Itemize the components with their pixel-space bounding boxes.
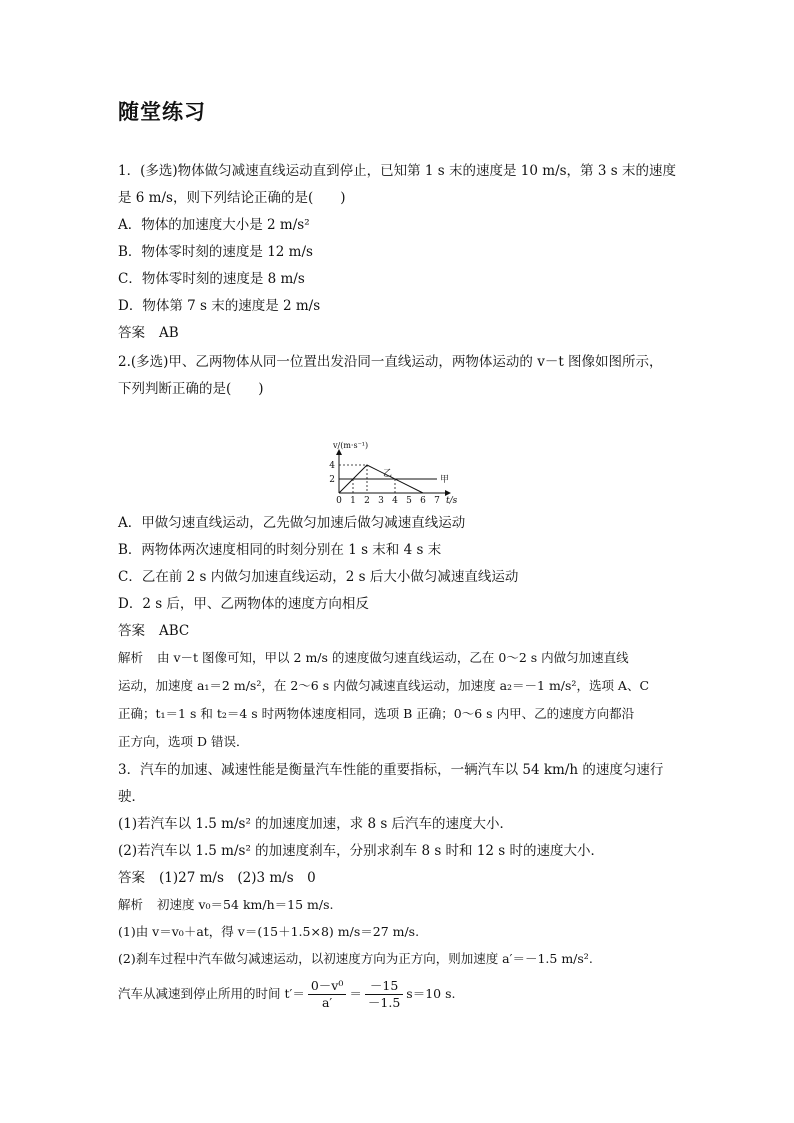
q1-option-a: A．物体的加速度大小是 2 m/s²: [118, 217, 310, 233]
q2-analysis-line2: 运动，加速度 a₁＝2 m/s²，在 2～6 s 内做匀减速直线运动，加速度 a₂＝－1 m/s²，选项 A、C: [118, 678, 650, 693]
vt-graph: [322, 404, 472, 508]
y-axis-label: v/(m·s⁻¹): [333, 441, 369, 450]
q1-stem-line1: 1．(多选)物体做匀减速直线运动直到停止，已知第 1 s 末的速度是 10 m/s，第 3 s 末的速度: [118, 163, 676, 179]
q3-answer-line: [118, 869, 316, 887]
fraction-1: [308, 978, 347, 1011]
fraction-1-numerator: 0－v⁰: [308, 978, 347, 995]
q3-analysis-text4-post: s＝10 s.: [406, 986, 456, 1001]
q3-analysis-text4-pre: 汽车从减速到停止所用的时间 t′＝: [118, 986, 305, 1001]
x-tick-label: 4: [392, 496, 398, 504]
fraction-2: [365, 978, 403, 1011]
q2-option-a: A．甲做匀速直线运动，乙先做匀加速后做匀减速直线运动: [118, 515, 466, 531]
q1-option-d: D．物体第 7 s 末的速度是 2 m/s: [118, 298, 321, 314]
q1-answer: AB: [159, 325, 179, 341]
x-axis-label: t/s: [446, 496, 458, 504]
q2-stem-line2: 下列判断正确的是( ): [118, 381, 264, 397]
q2-analysis-text1: 由 v－t 图像可知，甲以 2 m/s 的速度做匀速直线运动，乙在 0～2 s 内做匀加速直线: [157, 650, 629, 665]
fraction-1-denominator: a′: [321, 995, 333, 1010]
q3-stem-line1: 3．汽车的加速、减速性能是衡量汽车性能的重要指标，一辆汽车以 54 km/h 的速度匀速行: [118, 762, 664, 778]
x-tick-label: 2: [364, 496, 370, 504]
q3-sub-question-1: (1)若汽车以 1.5 m/s² 的加速度加速，求 8 s 后汽车的速度大小．: [118, 816, 514, 832]
q2-option-d: D．2 s 后，甲、乙两物体的速度方向相反: [118, 596, 369, 612]
x-tick-label: 5: [406, 496, 412, 504]
q2-answer-tag: 答案: [118, 623, 145, 639]
vt-graph-svg: [322, 404, 472, 504]
x-tick-label: 7: [434, 496, 440, 504]
q3-analysis-tag: 解析: [118, 897, 144, 912]
series-label-yi: 乙: [383, 469, 393, 479]
q2-option-c: C．乙在前 2 s 内做匀加速直线运动，2 s 后大小做匀减速直线运动: [118, 569, 519, 585]
q2-analysis-line4: 正方向，选项 D 错误．: [118, 734, 249, 749]
q2-answer-line: [118, 622, 189, 640]
y-tick-label: 2: [329, 475, 335, 485]
q2-analysis-line1: [118, 649, 629, 667]
q1-answer-line: [118, 324, 179, 342]
x-tick-label: 6: [420, 496, 426, 504]
q2-analysis-line3: 正确；t₁＝1 s 和 t₂＝4 s 时两物体速度相同，选项 B 正确；0～6 s 内甲、乙的速度方向都沿: [118, 706, 635, 721]
q2-answer: ABC: [159, 623, 190, 639]
y-tick-label: 4: [329, 461, 335, 471]
q2-stem-line1: 2.(多选)甲、乙两物体从同一位置出发沿同一直线运动，两物体运动的 v－t 图像如图所示，: [118, 354, 663, 370]
equals-sign: ＝: [349, 986, 362, 1001]
x-tick-label: 0: [336, 496, 342, 504]
q1-stem-line2: 是 6 m/s，则下列结论正确的是( ): [118, 190, 346, 206]
q3-answer-tag: 答案: [118, 870, 145, 886]
x-tick-label: 1: [350, 496, 356, 504]
q3-analysis-line1: [118, 896, 333, 914]
fraction-2-numerator: －15: [365, 978, 403, 995]
q3-analysis-line4: [118, 978, 455, 1011]
q1-option-c: C．物体零时刻的速度是 8 m/s: [118, 271, 305, 287]
q3-stem-line2: 驶．: [118, 789, 145, 805]
fraction-2-denominator: －1.5: [367, 995, 401, 1010]
x-tick-label: 3: [378, 496, 384, 504]
q3-analysis-line3: (2)刹车过程中汽车做匀减速运动，以初速度方向为正方向，则加速度 a′＝－1.5 m/s².: [118, 951, 593, 966]
q3-analysis-text1: 初速度 v₀＝54 km/h＝15 m/s.: [157, 897, 334, 912]
q3-sub-question-2: (2)若汽车以 1.5 m/s² 的加速度刹车，分别求刹车 8 s 时和 12 s 时的速度大小．: [118, 843, 605, 859]
q1-option-b: B．物体零时刻的速度是 12 m/s: [118, 244, 313, 260]
q2-analysis-tag: 解析: [118, 650, 144, 665]
q1-answer-tag: 答案: [118, 325, 145, 341]
q2-option-b: B．两物体两次速度相同的时刻分别在 1 s 末和 4 s 末: [118, 542, 442, 558]
section-title: 随堂练习: [118, 100, 206, 124]
q3-analysis-line2: (1)由 v＝v₀＋at，得 v＝(15＋1.5×8) m/s＝27 m/s.: [118, 924, 420, 939]
q3-answer: (1)27 m/s (2)3 m/s 0: [159, 870, 316, 886]
series-label-jia: 甲: [440, 475, 450, 485]
